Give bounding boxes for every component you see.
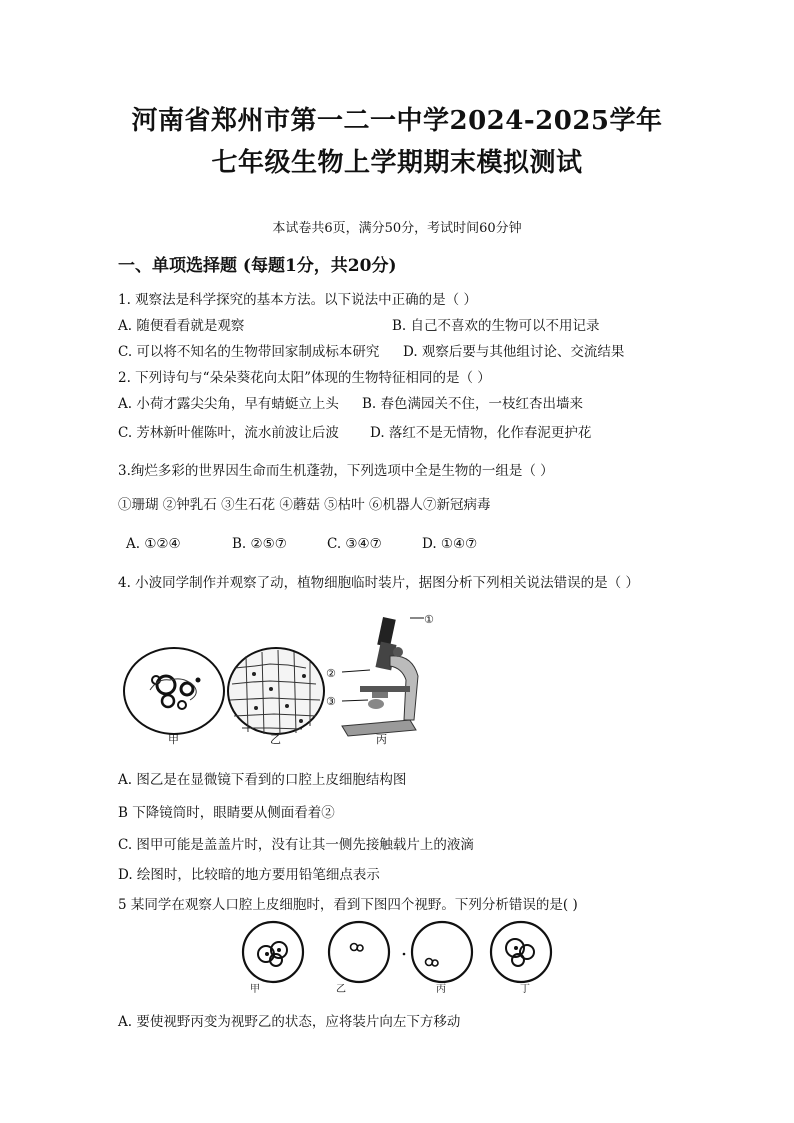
q1-option-b: B. 自己不喜欢的生物可以不用记录: [392, 318, 600, 334]
field-bing: [412, 922, 472, 982]
q3-option-c: C. ③④⑦: [327, 536, 382, 552]
q2-option-c: C. 芳林新叶催陈叶，流水前波让后波: [118, 425, 339, 441]
q4-option-c: C. 图甲可能是盖盖片时，没有让其一侧先接触载片上的液滴: [118, 837, 474, 853]
q5-option-a: A. 要使视野丙变为视野乙的状态，应将装片向左下方移动: [118, 1014, 461, 1030]
q3-option-d: D. ①④⑦: [422, 536, 478, 552]
exam-info: 本试卷共6页，满分50分，考试时间60分钟: [272, 221, 522, 236]
q2-option-d: D. 落红不是无情物，化作春泥更护花: [370, 425, 592, 441]
q4-label-bing: 丙: [376, 733, 387, 746]
q4-label-jia: 甲: [168, 733, 179, 746]
q4-callout-1: ①: [424, 613, 434, 626]
q4-callout-3: ③: [326, 695, 336, 708]
q3-option-b: B. ②⑤⑦: [232, 536, 287, 552]
q5-label-ding: 丁: [520, 984, 530, 995]
field-jia: [243, 922, 303, 982]
q2-option-a: A. 小荷才露尖尖角，早有蜻蜓立上头: [118, 396, 339, 412]
q3-stem: 3.绚烂多彩的世界因生命而生机蓬勃，下列选项中全是生物的一组是（ ）: [118, 463, 554, 479]
section-title: 一、单项选择题 (每题1分，共20分): [118, 256, 397, 276]
exam-title-line2: 七年级生物上学期期末模拟测试: [211, 148, 583, 178]
q1-stem: 1. 观察法是科学探究的基本方法。以下说法中正确的是（ ）: [118, 292, 477, 308]
q1-option-d: D. 观察后要与其他组讨论、交流结果: [403, 344, 625, 360]
q5-figure: [236, 920, 566, 996]
q4-label-yi: 乙: [270, 733, 281, 746]
q5-label-jia: 甲: [250, 984, 260, 995]
figure-bing-microscope: [342, 617, 424, 736]
q4-option-a: A. 图乙是在显微镜下看到的口腔上皮细胞结构图: [118, 772, 407, 788]
q4-stem: 4. 小波同学制作并观察了动，植物细胞临时装片，据图分析下列相关说法错误的是（ ）: [118, 575, 639, 591]
q3-option-a: A. ①②④: [126, 536, 181, 552]
figure-jia-field: [124, 648, 224, 734]
q4-option-d: D. 绘图时，比较暗的地方要用铅笔细点表示: [118, 867, 380, 883]
figure-yi-field: [228, 648, 324, 735]
exam-title-line1: 河南省郑州市第一二一中学2024-2025学年: [131, 106, 663, 136]
q5-stem: 5 某同学在观察人口腔上皮细胞时，看到下图四个视野。下列分析错误的是( ): [118, 897, 578, 913]
q1-option-a: A. 随便看看就是观察: [118, 318, 245, 334]
q2-option-b: B. 春色满园关不住，一枝红杏出墙来: [362, 396, 584, 412]
q4-figure: [120, 608, 460, 748]
q5-label-bing: 丙: [436, 984, 446, 995]
q2-stem: 2. 下列诗句与“朵朵葵花向太阳”体现的生物特征相同的是（ ）: [118, 370, 491, 386]
q4-callout-2: ②: [326, 667, 336, 680]
field-ding: [491, 922, 551, 982]
field-yi: [329, 922, 389, 982]
q4-option-b: B 下降镜筒时，眼睛要从侧面看着②: [118, 805, 335, 821]
q3-items: ①珊瑚 ②钟乳石 ③生石花 ④蘑菇 ⑤枯叶 ⑥机器人⑦新冠病毒: [118, 497, 491, 513]
q5-label-yi: 乙: [336, 984, 346, 995]
q1-option-c: C. 可以将不知名的生物带回家制成标本研究: [118, 344, 380, 360]
